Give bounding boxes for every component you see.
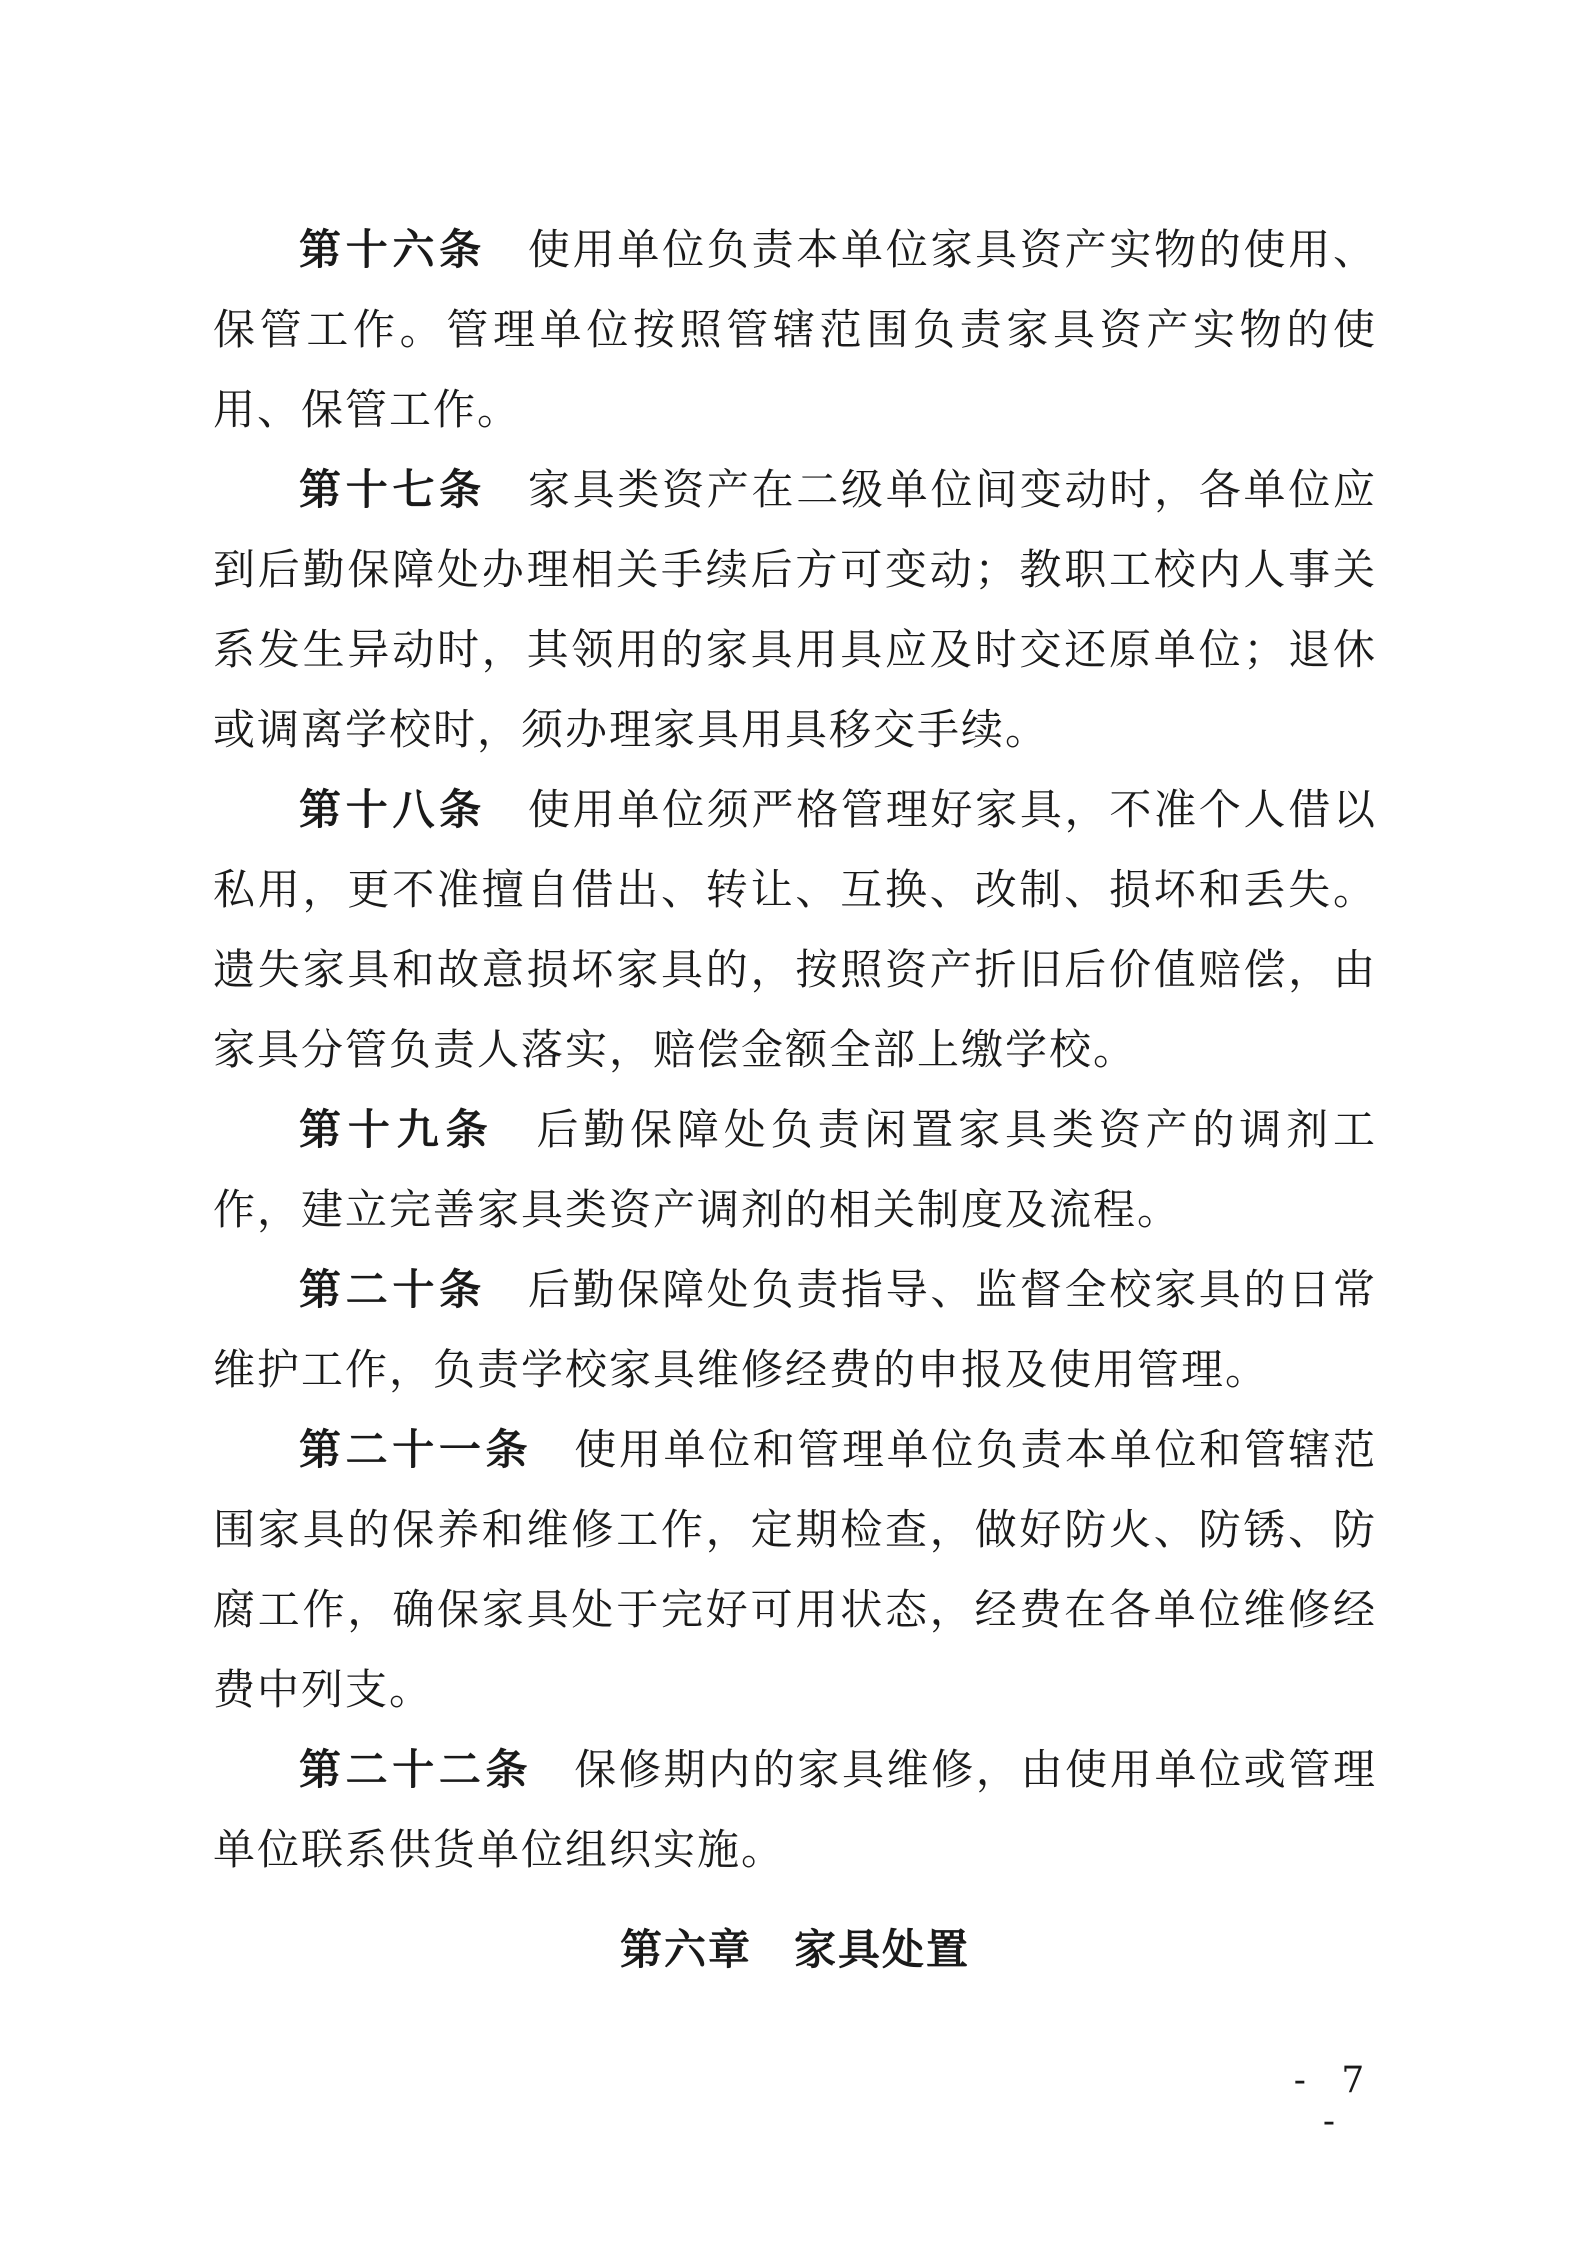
article-19 bbox=[213, 1090, 1377, 1250]
article-heading: 第十八条 bbox=[299, 785, 486, 834]
article-text: 使用单位和管理单位负责本单位和管辖范围家具的保养和维修工作，定期检查，做好防火、防锈、防腐工作，确保家具处于完好可用状态，经费在各单位维修经费中列支。 bbox=[213, 1425, 1377, 1714]
article-text: 保修期内的家具维修，由使用单位或管理单位联系供货单位组织实施。 bbox=[213, 1745, 1377, 1874]
article-21 bbox=[213, 1410, 1377, 1730]
article-heading: 第二十一条 bbox=[299, 1425, 533, 1474]
article-22 bbox=[213, 1730, 1377, 1890]
document-body bbox=[213, 210, 1377, 1990]
article-heading: 第二十二条 bbox=[299, 1745, 533, 1794]
article-text: 使用单位负责本单位家具资产实物的使用、保管工作。管理单位按照管辖范围负责家具资产实物的使用、保管工作。 bbox=[213, 225, 1377, 434]
chapter-number: 第六章 bbox=[619, 1925, 752, 1974]
article-17 bbox=[213, 450, 1377, 770]
article-20 bbox=[213, 1250, 1377, 1410]
article-heading: 第十七条 bbox=[299, 465, 486, 514]
article-heading: 第十六条 bbox=[299, 225, 486, 274]
chapter-heading bbox=[213, 1910, 1377, 1990]
chapter-title: 家具处置 bbox=[794, 1925, 971, 1974]
article-text: 后勤保障处负责指导、监督全校家具的日常维护工作，负责学校家具维修经费的申报及使用管理。 bbox=[213, 1265, 1377, 1394]
article-text: 后勤保障处负责闲置家具类资产的调剂工作，建立完善家具类资产调剂的相关制度及流程。 bbox=[213, 1105, 1377, 1234]
page-number: - 7 - bbox=[1293, 2060, 1377, 2142]
article-text: 家具类资产在二级单位间变动时，各单位应到后勤保障处办理相关手续后方可变动；教职工校内人事关系发生异动时，其领用的家具用具应及时交还原单位；退休或调离学校时，须办理家具用具移交手续。 bbox=[213, 465, 1377, 754]
article-text: 使用单位须严格管理好家具，不准个人借以私用，更不准擅自借出、转让、互换、改制、损坏和丢失。遗失家具和故意损坏家具的，按照资产折旧后价值赔偿，由家具分管负责人落实，赔偿金额全部上缴学校。 bbox=[213, 785, 1377, 1074]
article-16 bbox=[213, 210, 1377, 450]
article-18 bbox=[213, 770, 1377, 1090]
article-heading: 第十九条 bbox=[299, 1105, 495, 1154]
article-heading: 第二十条 bbox=[299, 1265, 486, 1314]
